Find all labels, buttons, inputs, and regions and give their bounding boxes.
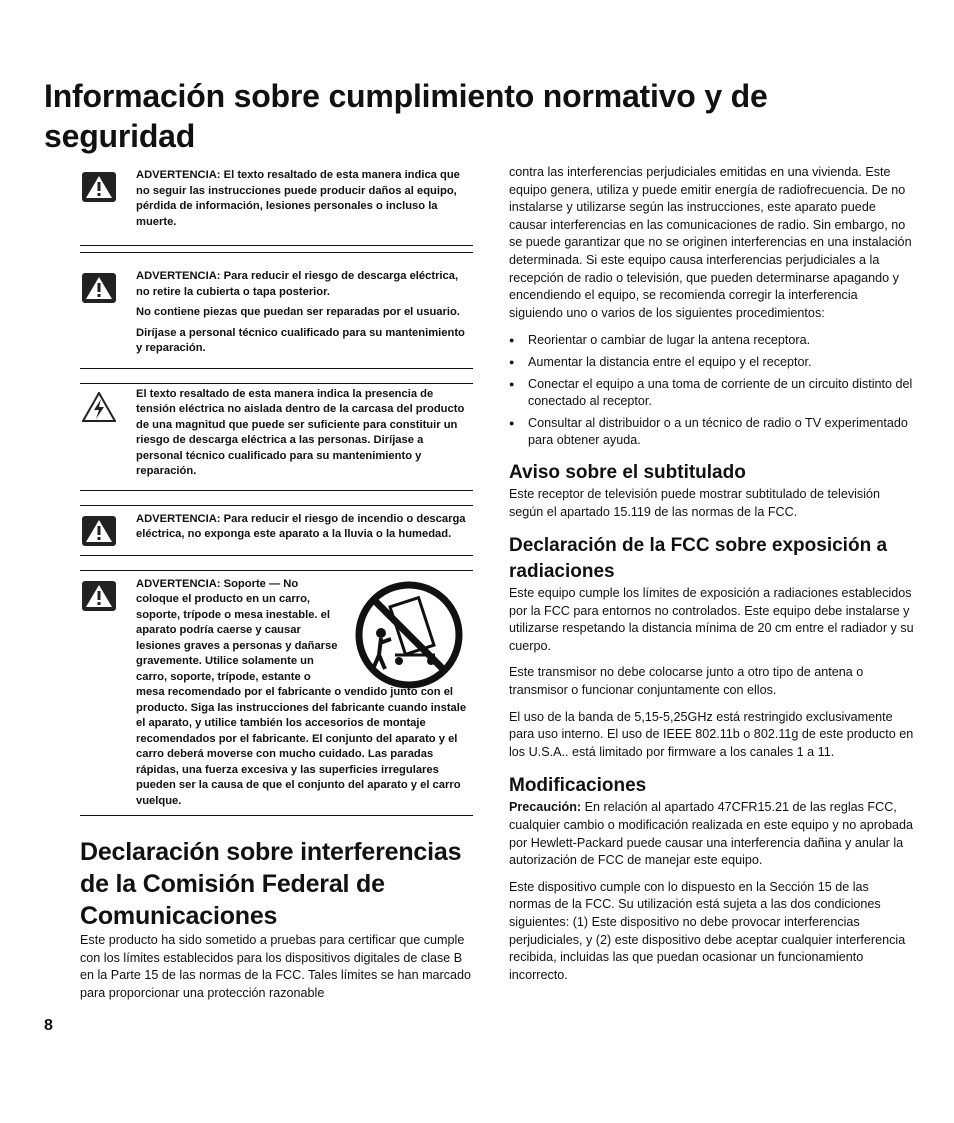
warning-block-5 — [80, 570, 473, 817]
warning-block-2 — [80, 252, 473, 369]
warning-text-5: ADVERTENCIA: Soporte — No coloque el producto en un carro, soporte, trípode o mesa inestable. el aparato podría caerse y causar lesiones graves a personas y dañarse gravemente. Utilice solamente un carro, soporte, trípode, estante o mesa recomendado por el fabricante o vendido junto con el producto. Siga las instrucciones del fabricante cuando instale el aparato, y utilice también los accesorios de montaje recomendados por el fabricante. El conjunto del aparato y el carro deberá moverse con mucho cuidado. Las paradas rápidas, una fuerza excesiva y las superficies irregulares pueden ser la causa de que el conjunto del aparato y el carro vuelque. — [136, 577, 473, 810]
exposure-p1: Este equipo cumple los límites de exposición a radiaciones establecidos por la FCC para entornos no controlados. Este equipo debe instalarse y utilizarse respetando la distancia mínima de 20 cm entre el radiador y su cuerpo. — [509, 586, 914, 653]
fcc-body-right: contra las interferencias perjudiciales emitidas en una vivienda. Este equipo genera, utiliza y puede emitir energía de radiofrecuencia. De no instalarse y utilizarse según las instrucciones, este aparato puede causar interferencias en las comunicaciones de radio. Sin embargo, no se puede garantizar que no se originen interferencias en una instalación determinada. Si este equipo causa interferencias perjudiciales a la recepción de radio o televisión, que pueden determinarse apagando y encendiendo el equipo, se recomienda corregir la interferencia siguiendo uno o varios de los siguientes procedimientos: — [509, 165, 912, 320]
modifications-heading: Modificaciones — [509, 775, 647, 797]
cart-tip-over-warning-icon — [345, 581, 471, 699]
warning-block-1 — [80, 162, 473, 246]
subtitle-heading: Aviso sobre el subtitulado — [509, 461, 746, 483]
list-item: ● Conectar el equipo a una toma de corriente de un circuito distinto del conectado al receptor. — [509, 376, 914, 411]
modifications-p2: Este dispositivo cumple con lo dispuesto en la Sección 15 de las normas de la FCC. Su utilización está sujeta a las dos condiciones siguientes: (1) Este dispositivo no debe provocar interferencias perjudiciales, y (2) este dispositivo debe aceptar cualquier interferencia recibida, incluidas las que puedan ocasionar un funcionamiento incorrecto. — [509, 879, 906, 982]
caution-label: Precaución: — [509, 800, 582, 815]
list-item: ● Consultar al distribuidor o a un técnico de radio o TV experimentado para obtener ayuda. — [509, 415, 914, 450]
warning-text-3: El texto resaltado de esta manera indica la presencia de tensión eléctrica no aislada dentro de la carcasa del producto de una magnitud que puede ser suficiente para constituir un riesgo de descarga eléctrica a las personas. Diríjase a personal técnico cualificado para su mantenimiento y reparación. — [136, 387, 465, 477]
exposure-heading: Declaración de la FCC sobre exposición a radiaciones — [509, 535, 888, 583]
subtitle-body: Este receptor de televisión puede mostrar subtitulado de televisión según el apartado 15.119 de las normas de la FCC. — [509, 486, 881, 519]
modifications-caution — [509, 799, 914, 869]
fcc-section-title: Declaración sobre interferencias de la Comisión Federal de Comunicaciones — [80, 838, 462, 930]
warning-text-4: ADVERTENCIA: Para reducir el riesgo de incendio o descarga eléctrica, no exponga este aparato a la lluvia o la humedad. — [136, 512, 466, 540]
exposure-p3: El uso de la banda de 5,15-5,25GHz está restringido exclusivamente para uso interno. El uso de IEEE 802.11b o 802.11g de este producto en los U.S.A.. está limitado por firmware a los canales 1 a 11. — [509, 709, 914, 759]
fcc-body-left: Este producto ha sido sometido a pruebas para certificar que cumple con los límites establecidos para los dispositivos digitales de clase B en la Parte 15 de las normas de la FCC. Tales límites se han marcado para proporcionar una protección razonable — [80, 933, 472, 1000]
page-title: Información sobre cumplimiento normativo y de seguridad — [44, 78, 768, 154]
right-column — [509, 164, 914, 984]
exposure-p2: Este transmisor no debe colocarse junto a otro tipo de antena o transmisor o funcionar conjuntamente con ellos. — [509, 665, 864, 698]
warning-triangle-icon — [82, 273, 116, 303]
left-column — [80, 162, 473, 1002]
caution-text: En relación al apartado 47CFR15.21 de las reglas FCC, cualquier cambio o modificación realizada en este equipo y no aprobada por Hewlett-Packard puede causar una interferencia dañina y anular la autorización de FCC de manejar este equipo. — [509, 800, 913, 868]
warning-text-1: ADVERTENCIA: El texto resaltado de esta manera indica que no seguir las instrucciones puede producir daños al equipo, pérdida de información, lesiones personales o incluso la muerte. — [136, 169, 460, 228]
warning-triangle-icon — [82, 581, 116, 611]
warning-block-4 — [80, 505, 473, 556]
warning-triangle-icon — [82, 516, 116, 546]
warning-text-2: ADVERTENCIA: Para reducir el riesgo de descarga eléctrica, no retire la cubierta o tapa posterior. No contiene piezas que puedan ser reparadas por el usuario. Diríjase a personal técnico cualificado para su mantenimiento y reparación. — [136, 270, 465, 354]
electric-shock-warning-icon — [82, 392, 116, 422]
page-number: 8 — [44, 1017, 53, 1034]
warning-block-3 — [80, 383, 473, 491]
warning-triangle-icon — [82, 172, 116, 202]
procedures-list — [509, 332, 914, 450]
list-item: ● Reorientar o cambiar de lugar la antena receptora. — [509, 332, 914, 350]
list-item: ● Aumentar la distancia entre el equipo y el receptor. — [509, 354, 914, 372]
